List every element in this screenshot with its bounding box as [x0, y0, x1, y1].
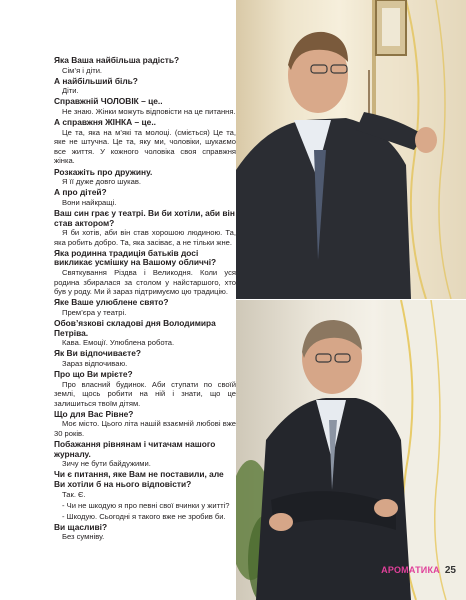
- qa-item: [54, 523, 236, 542]
- man-arms-crossed-illustration: [236, 300, 466, 600]
- answer-text: Діти.: [62, 86, 79, 96]
- question-text: Яка Ваша найбільша радість?: [54, 55, 180, 65]
- answer-text: - Шкодую. Сьогодні я такого вже не зробив би.: [62, 511, 226, 521]
- question-text: Що для Вас Рівне?: [54, 408, 134, 419]
- answer-text: Я її дуже довго шукав.: [62, 177, 142, 187]
- question-text: Ваш син грає у театрі. Ви би хотіли, аби він став актором?: [54, 207, 235, 228]
- qa-item: [54, 370, 236, 408]
- qa-item: [54, 168, 236, 187]
- qa-item: [54, 410, 236, 439]
- answer-text: Я би хотів, аби він став хорошою людиною. Та, яка робить добро. Та, яка засіває, а не тільки жне.: [54, 228, 236, 247]
- question-text: Чи є питання, яке Вам не поставили, але Ви хотіли б на нього відповісти?: [54, 469, 224, 489]
- question-text: Ви щасливі?: [54, 521, 108, 532]
- qa-item: [54, 440, 236, 469]
- question-text: А найбільший біль?: [54, 75, 138, 86]
- answer-text: Прем’єра у театрі.: [62, 307, 127, 317]
- qa-item: [54, 118, 236, 166]
- qa-item: [54, 188, 236, 207]
- question-text: А справжня ЖІНКА – це..: [54, 117, 156, 128]
- qa-item: [54, 209, 236, 247]
- question-text: Обов’язкові складові дня Володимира Петріва.: [54, 317, 216, 338]
- answer-text: - Чи не шкодую я про певні свої вчинки у житті?: [62, 500, 230, 510]
- answer-text: Кава. Емоції. Улюблена робота.: [62, 338, 175, 348]
- qa-item: [54, 77, 236, 96]
- portrait-photo-bottom: [236, 300, 466, 600]
- qa-item: [54, 298, 236, 317]
- question-text: Яке Ваше улюблене свято?: [54, 297, 169, 308]
- question-text: Як Ви відпочиваєте?: [54, 348, 142, 359]
- question-text: Про що Ви мрієте?: [54, 368, 133, 379]
- answer-text: Святкування Різдва і Великодня. Коли уся родина збиралася за столом у найстаршого, хто був у роду. Ми й зараз підтримуємо цю традицію.: [54, 267, 236, 297]
- magazine-name: АРОМАТИКА: [381, 565, 440, 575]
- answer-text: Без сумніву.: [62, 532, 105, 542]
- question-text: Справжній ЧОЛОВІК – це..: [54, 96, 163, 107]
- qa-item: [54, 97, 236, 116]
- qa-item: [54, 319, 236, 348]
- question-text: Побажання рівнянам і читачам нашого журналу.: [54, 439, 216, 459]
- qa-item: [54, 349, 236, 368]
- qa-item: [54, 470, 236, 499]
- answer-text: Моє місто. Цього літа нашій взаємній любові вже 30 років.: [54, 419, 236, 438]
- answer-text: Про власний будинок. Аби ступати по своїй землі, щось робити на ній і знати, що це залишиться твоїм дітям.: [54, 379, 236, 408]
- answer-text: Сім’я і діти.: [62, 65, 103, 75]
- portrait-photo-top: [236, 0, 466, 299]
- qa-item: [54, 56, 236, 75]
- answer-text: Зичу не бути байдужими.: [62, 459, 151, 469]
- question-text: А про дітей?: [54, 187, 107, 198]
- answer-text: Не знаю. Жінки можуть відповісти на це питання.: [62, 106, 236, 116]
- answer-text: Вони найкращі.: [62, 197, 117, 207]
- qa-item: [54, 512, 236, 522]
- man-leaning-on-window-illustration: [236, 0, 466, 299]
- page-footer: [381, 565, 456, 576]
- answer-text: Так. Є.: [62, 489, 86, 499]
- qa-item: [54, 501, 236, 511]
- question-text: Яка родинна традиція батьків досі викликає усмішку на Вашому обличчі?: [54, 247, 217, 268]
- qa-item: [54, 249, 236, 297]
- answer-text: Зараз відпочиваю.: [62, 358, 128, 368]
- interview-column: [54, 56, 236, 544]
- answer-text: Це та, яка на м’які та молоці. (сміється) Це та, яке не штучна. Це та, яку ми, чоловіки, шукаємо все життя. У кожного чоловіка своя справжня жінка.: [54, 127, 236, 166]
- question-text: Розкажіть про дружину.: [54, 166, 153, 177]
- page-number: 25: [444, 565, 456, 576]
